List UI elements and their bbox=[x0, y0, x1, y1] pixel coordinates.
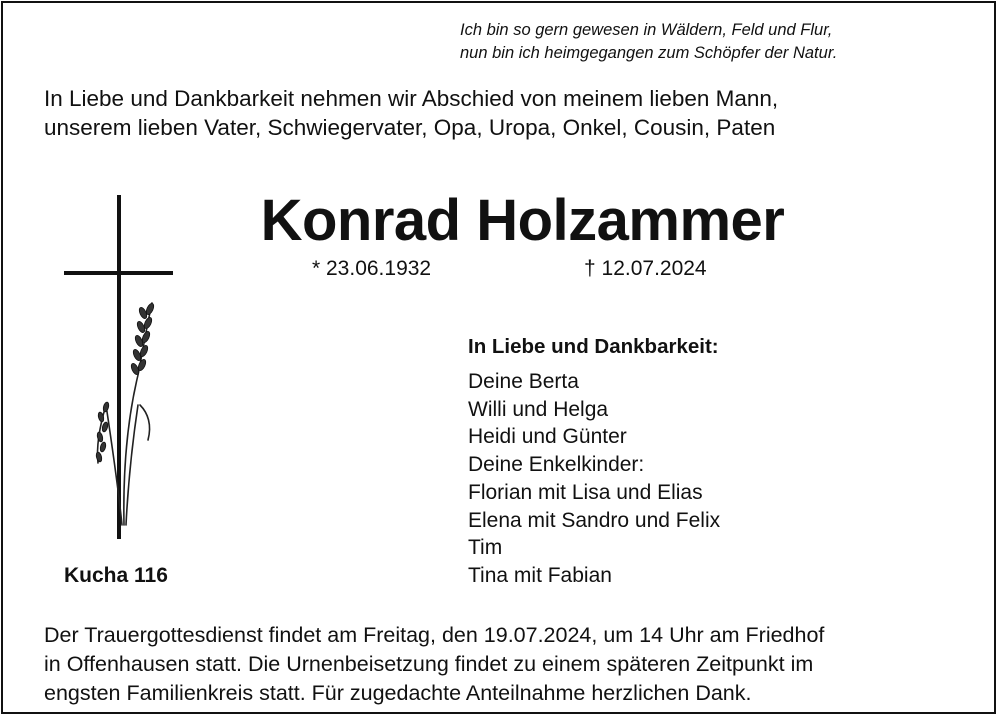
list-item: Tina mit Fabian bbox=[468, 563, 612, 587]
mourners-list bbox=[468, 368, 720, 590]
mourners-title: In Liebe und Dankbarkeit: bbox=[468, 335, 719, 358]
footer-line: Der Trauergottesdienst findet am Freitag, den 19.07.2024, um 14 Uhr am Friedhof bbox=[44, 623, 825, 647]
list-item: Florian mit Lisa und Elias bbox=[468, 480, 703, 504]
intro-line: In Liebe und Dankbarkeit nehmen wir Abschied von meinem lieben Mann, bbox=[44, 86, 779, 111]
birth-date: * 23.06.1932 bbox=[312, 257, 432, 280]
footer-line: engsten Familienkreis statt. Für zugedachte Anteilnahme herzlichen Dank. bbox=[44, 681, 752, 705]
poem-line: Ich bin so gern gewesen in Wäldern, Feld und Flur, bbox=[460, 21, 833, 39]
list-item: Deine Berta bbox=[468, 370, 579, 393]
service-info bbox=[44, 621, 824, 708]
list-item: Deine Enkelkinder: bbox=[468, 453, 645, 477]
list-item: Willi und Helga bbox=[468, 397, 609, 421]
cross-bar bbox=[64, 271, 173, 275]
intro-text bbox=[44, 84, 778, 142]
list-item: Elena mit Sandro und Felix bbox=[468, 508, 721, 532]
deceased-name: Konrad Holzammer bbox=[260, 188, 785, 253]
intro-line: unserem lieben Vater, Schwiegervater, Opa, Uropa, Onkel, Cousin, Paten bbox=[44, 115, 776, 140]
list-item: Heidi und Günter bbox=[468, 425, 627, 449]
poem-line: nun bin ich heimgegangen zum Schöpfer der Natur. bbox=[460, 44, 838, 62]
address: Kucha 116 bbox=[64, 564, 168, 587]
wheat-icon bbox=[88, 295, 168, 535]
list-item: Tim bbox=[468, 536, 503, 560]
death-date: † 12.07.2024 bbox=[584, 257, 707, 280]
poem bbox=[460, 19, 837, 65]
footer-line: in Offenhausen statt. Die Urnenbeisetzung findet zu einem späteren Zeitpunkt im bbox=[44, 652, 814, 676]
